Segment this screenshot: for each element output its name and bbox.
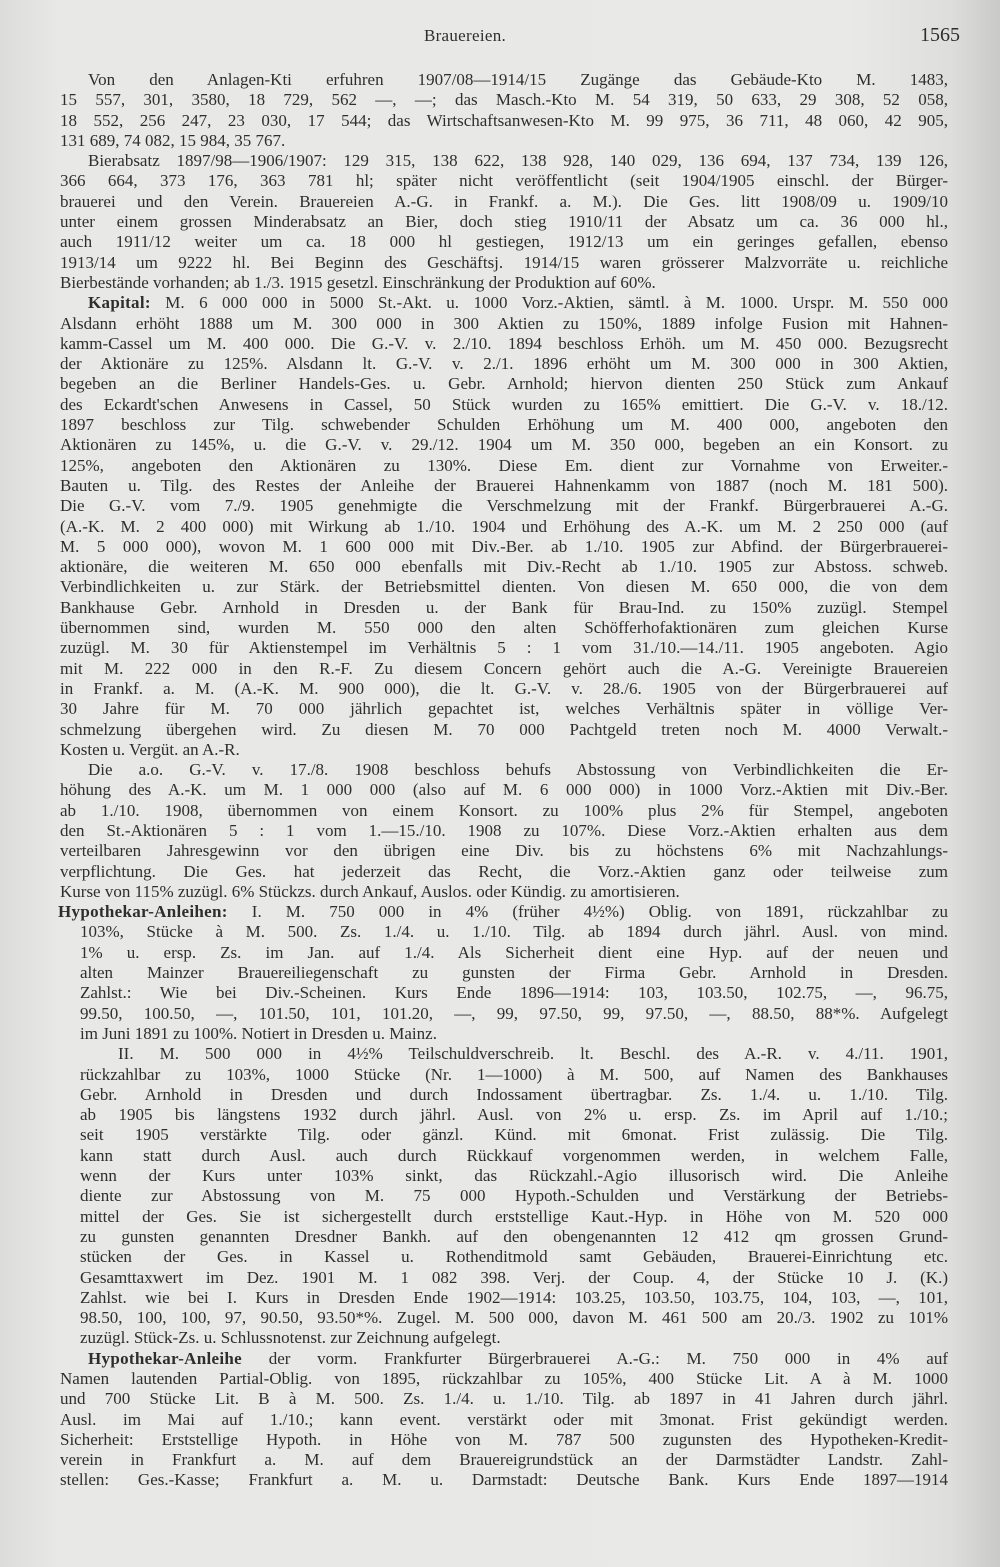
line-text: Verbindlichkeiten u. zur Stärk. der Betriebsmittel dienten. Von diesen M. 650 000, die von dem bbox=[60, 577, 948, 597]
line-text: mittel der Ges. Sie ist sichergestellt durch erststellige Kaut.-Hyp. in Höhe von M. 520 000 bbox=[80, 1206, 948, 1226]
line-text: 366 664, 373 176, 363 781 hl; später nicht veröffentlicht (seit 1904/1905 einschl. der Bürger- bbox=[60, 171, 948, 191]
line-text: Von den Anlagen-Kti erfuhren 1907/08—1914/15 Zugänge das Gebäude-Kto M. 1483, bbox=[88, 70, 948, 89]
text-line bbox=[80, 1288, 948, 1308]
text-line bbox=[88, 70, 948, 90]
text-line bbox=[60, 882, 948, 902]
text-line bbox=[80, 1268, 948, 1288]
line-text: zuzügl. Stück-Zs. u. Schlussnotenst. zur Zeichnung aufgelegt. bbox=[80, 1328, 501, 1348]
line-text: I. M. 750 000 in 4% (früher 4½%) Oblig. von 1891, rückzahlbar zu bbox=[227, 902, 948, 922]
text-line bbox=[60, 314, 948, 334]
line-text: 131 689, 74 082, 15 984, 35 767. bbox=[60, 130, 286, 150]
section-heading: Kapital: bbox=[88, 293, 151, 313]
line-text: Die a.o. G.-V. v. 17./8. 1908 beschloss behufs Abstossung von Verbindlichkeiten die Er- bbox=[88, 760, 948, 780]
line-text: Bankhause Gebr. Arnhold in Dresden u. der Bank für Brau-Ind. zu 150% zuzügl. Stempel bbox=[60, 597, 948, 617]
line-text: kann statt durch Ausl. auch durch Rückkauf vorgenommen werden, in welchem Falle, bbox=[80, 1145, 948, 1165]
line-text: II. M. 500 000 in 4½% Teilschuldverschreib. lt. Beschl. des A.-R. v. 4./11. 1901, bbox=[118, 1044, 948, 1064]
section-heading: Hypothekar-Anleihen: bbox=[58, 902, 228, 922]
text-line bbox=[60, 1410, 948, 1430]
text-line bbox=[60, 354, 948, 374]
text-line bbox=[60, 659, 948, 679]
text-line bbox=[60, 720, 948, 740]
text-line bbox=[60, 192, 948, 212]
line-text: mit M. 222 000 in den R.-F. Zu diesem Concern gehört auch die A.-G. Vereinigte Brauereien bbox=[60, 658, 948, 678]
text-line bbox=[60, 1369, 948, 1389]
page-number: 1565 bbox=[920, 24, 960, 46]
line-text: 1% u. ersp. Zs. im Jan. auf 1./4. Als Sicherheit dient eine Hyp. auf der neuen und bbox=[80, 942, 948, 962]
line-text: 99.50, 100.50, —, 101.50, 101, 101.20, —, 99, 97.50, 99, 97.50, —, 88.50, 88*%. Aufgelegt bbox=[80, 1003, 948, 1023]
text-line bbox=[60, 212, 948, 232]
text-line bbox=[60, 862, 948, 882]
line-text: 30 Jahre für M. 70 000 jährlich gepachtet ist, welches Verhältnis später in völlige Ver- bbox=[60, 699, 948, 719]
text-line bbox=[80, 1186, 948, 1206]
line-text: Bierbestände vorhanden; ab 1./3. 1915 gesetzl. Einschränkung der Produktion auf 60%. bbox=[60, 272, 656, 292]
text-line bbox=[88, 760, 948, 780]
line-text: Gesamttaxwert im Dez. 1901 M. 1 082 398. Verj. der Coup. 4, der Stücke 10 J. (K.) bbox=[80, 1267, 948, 1287]
text-line bbox=[60, 1470, 948, 1490]
text-line bbox=[60, 456, 948, 476]
line-text: zuzügl. M. 30 für Aktienstempel im Verhältnis 5 : 1 vom 31./10.—14./11. 1905 angeboten. Agio bbox=[60, 638, 948, 658]
text-line bbox=[60, 1430, 948, 1450]
line-text: 1897 beschloss zur Tilg. schwebender Schulden Erhöhung um M. 400 000, angeboten den bbox=[60, 415, 948, 435]
text-line bbox=[60, 232, 948, 252]
line-text: ab 1905 bis längstens 1932 durch jährl. Ausl. von 2% u. ersp. Zs. im April auf 1./10.; bbox=[80, 1105, 948, 1125]
paragraph-kapital bbox=[0, 293, 1000, 760]
line-text: der vorm. Frankfurter Bürgerbrauerei A.-G.: M. 750 000 in 4% auf bbox=[242, 1348, 948, 1368]
text-line bbox=[80, 1247, 948, 1267]
line-text: 18 552, 256 247, 23 030, 17 544; das Wirtschaftsanwesen-Kto M. 99 975, 36 711, 48 060, 42 905, bbox=[60, 110, 948, 130]
line-text: Zahlst.: Wie bei Div.-Scheinen. Kurs Ende 1896—1914: 103, 103.50, 102.75, —, 96.75, bbox=[80, 983, 948, 1003]
text-line bbox=[60, 618, 948, 638]
line-text: diente zur Abstossung von M. 75 000 Hypoth.-Schulden und Verstärkung der Betriebs- bbox=[80, 1186, 948, 1206]
line-text: übernommen sind, wurden M. 550 000 den alten Schöfferhofaktionären zum gleichen Kurse bbox=[60, 618, 948, 638]
line-text: wenn der Kurs unter 103% sinkt, das Rückzahl.-Agio illusorisch wird. Die Anleihe bbox=[80, 1166, 948, 1186]
body-text bbox=[0, 70, 1000, 1491]
text-line bbox=[80, 1328, 948, 1348]
section-heading: Hypothekar-Anleihe bbox=[88, 1348, 242, 1368]
line-text: Kurse von 115% zuzügl. 6% Stückzs. durch Ankauf, Auslos. oder Kündig. zu amortisieren. bbox=[60, 881, 680, 901]
text-line bbox=[60, 841, 948, 861]
text-line bbox=[80, 1024, 948, 1044]
paragraph-hypothekar-anleihe-ii bbox=[0, 1044, 1000, 1348]
line-text: im Juni 1891 zu 100%. Notiert in Dresden u. Mainz. bbox=[80, 1023, 437, 1043]
line-text: ab 1./10. 1908, übernommen von einem Konsort. zu 100% plus 2% für Stempel, angeboten bbox=[60, 800, 948, 820]
line-text: unter einem grossen Minderabsatz an Bier, doch stieg 1910/11 der Absatz um ca. 36 000 hl., bbox=[60, 212, 948, 232]
text-line bbox=[80, 943, 948, 963]
text-line bbox=[60, 1450, 948, 1470]
line-text: auch 1911/12 weiter um ca. 18 000 hl gestiegen, 1912/13 um ein geringes gefallen, ebenso bbox=[60, 232, 948, 252]
paragraph-anlagen bbox=[0, 70, 1000, 151]
line-text: Aktionären zu 145%, u. die G.-V. v. 29./12. 1904 um M. 350 000, begeben an ein Konsort. zu bbox=[60, 435, 948, 455]
text-line bbox=[60, 253, 948, 273]
text-line bbox=[118, 1044, 948, 1064]
running-title: Brauereien. bbox=[423, 26, 507, 45]
text-line bbox=[60, 1389, 948, 1409]
line-text: stücken der Ges. in Kassel u. Rothenditmold samt Gebäuden, Brauerei-Einrichtung etc. bbox=[80, 1247, 948, 1267]
line-text: Gebr. Arnhold in Dresden und durch Indossament übertragbar. Zs. 1./4. u. 1./10. Tilg. bbox=[80, 1084, 948, 1104]
text-line bbox=[60, 111, 948, 131]
line-text: alten Mainzer Brauereiliegenschaft zu gunsten der Firma Gebr. Arnhold in Dresden. bbox=[80, 963, 948, 983]
paragraph-hypothekar-anleihe-frankfurt bbox=[0, 1349, 1000, 1491]
line-text: Die G.-V. vom 7./9. 1905 genehmigte die Verschmelzung mit der Frankf. Bürgerbrauerei A.-G. bbox=[60, 496, 948, 516]
text-line bbox=[60, 171, 948, 191]
line-text: aktionäre, die weiteren M. 650 000 ebenfalls mit Div.-Recht ab 1./10. 1905 zur Abstoss. schweb. bbox=[60, 557, 948, 577]
text-line bbox=[88, 293, 948, 313]
line-text: seit 1905 verstärkte Tilg. oder gänzl. Künd. mit 6monat. Frist zulässig. Die Tilg. bbox=[80, 1125, 948, 1145]
line-text: brauerei und den Verein. Brauereien A.-G. in Frankf. a. M.). Die Ges. litt 1908/09 u. 1909/10 bbox=[60, 191, 948, 211]
text-line bbox=[60, 517, 948, 537]
paragraph-bierabsatz bbox=[0, 151, 1000, 293]
line-text: schmelzung übergehen wird. Zu diesen M. 70 000 Pachtgeld treten noch M. 4000 Verwalt.- bbox=[60, 719, 948, 739]
text-line bbox=[60, 131, 948, 151]
line-text: Bierabsatz 1897/98—1906/1907: 129 315, 138 622, 138 928, 140 029, 136 694, 137 734, 139 126, bbox=[88, 151, 948, 171]
line-text: 103%, Stücke à M. 500. Zs. 1./4. u. 1./10. Tilg. ab 1894 durch jährl. Ausl. von mind. bbox=[80, 922, 948, 942]
text-line bbox=[60, 537, 948, 557]
text-line bbox=[80, 1207, 948, 1227]
text-line bbox=[88, 151, 948, 171]
text-line bbox=[60, 557, 948, 577]
line-text: (A.-K. M. 2 400 000) mit Wirkung ab 1./10. 1904 und Erhöhung des A.-K. um M. 2 250 000 (auf bbox=[60, 516, 948, 536]
line-text: Bauten u. Tilg. des Restes der Anleihe der Brauerei Hahnenkamm von 1887 (noch M. 181 500). bbox=[60, 475, 948, 495]
line-text: stellen: Ges.-Kasse; Frankfurt a. M. u. Darmstadt: Deutsche Bank. Kurs Ende 1897—1914 bbox=[60, 1470, 948, 1490]
line-text: Alsdann erhöht 1888 um M. 300 000 in 300 Aktien zu 150%, 1889 infolge Fusion mit Hahnen- bbox=[60, 313, 948, 333]
text-line bbox=[60, 476, 948, 496]
text-line bbox=[80, 983, 948, 1003]
paragraph-vorzugsaktien bbox=[0, 760, 1000, 902]
text-line bbox=[80, 1065, 948, 1085]
text-line bbox=[60, 90, 948, 110]
text-line bbox=[60, 740, 948, 760]
line-text: M. 5 000 000), wovon M. 1 600 000 mit Div.-Ber. ab 1./10. 1905 zur Abfind. der Bürgerbrauerei- bbox=[60, 536, 948, 556]
text-line bbox=[60, 638, 948, 658]
line-text: kamm-Cassel um M. 400 000. Die G.-V. v. 2./10. 1894 beschloss Erhöh. um M. 450 000. Bezugsrecht bbox=[60, 333, 948, 353]
line-text: höhung des A.-K. um M. 1 000 000 (also auf M. 6 000 000) in 1000 Vorz.-Aktien mit Div.-Ber. bbox=[60, 780, 948, 800]
line-text: Namen lautenden Partial-Oblig. von 1895, rückzahlbar zu 105%, 400 Stücke Lit. A à M. 1000 bbox=[60, 1369, 948, 1388]
line-text: des Eckardt'schen Anwesens in Cassel, 50 Stück wurden zu 165% emittiert. Die G.-V. v. 18./12. bbox=[60, 394, 948, 414]
line-text: begeben an die Berliner Handels-Ges. u. Gebr. Arnhold; hiervon dienten 250 Stück zum Ankauf bbox=[60, 374, 948, 394]
text-line bbox=[60, 801, 948, 821]
text-line bbox=[60, 699, 948, 719]
line-text: verein in Frankfurt a. M. auf dem Brauereigrundstück an der Darmstädter Landstr. Zahl- bbox=[60, 1450, 948, 1470]
text-line bbox=[60, 395, 948, 415]
text-line bbox=[80, 1166, 948, 1186]
line-text: der Aktionäre zu 125%. Alsdann lt. G.-V. v. 2./1. 1896 erhöht um M. 300 000 in 300 Aktien, bbox=[60, 354, 948, 374]
text-line bbox=[80, 1125, 948, 1145]
text-line bbox=[60, 679, 948, 699]
line-text: M. 6 000 000 in 5000 St.-Akt. u. 1000 Vorz.-Aktien, sämtl. à M. 1000. Urspr. M. 550 000 bbox=[150, 293, 948, 313]
line-text: in Frankf. a. M. (A.-K. M. 900 000), die lt. G.-V. v. 28./6. 1905 von der Bürgerbrauerei auf bbox=[60, 678, 948, 698]
text-line bbox=[80, 1308, 948, 1328]
line-text: Ausl. im Mai auf 1./10.; kann event. verstärkt oder mit 3monat. Frist gekündigt werden. bbox=[60, 1409, 948, 1429]
line-text: zu gunsten genannten Dresdner Bankh. auf den obengenannten 12 412 qm grossen Grund- bbox=[80, 1226, 948, 1246]
line-text: Kosten u. Vergüt. an A.-R. bbox=[60, 739, 240, 759]
paragraph-hypothekar-anleihe-i bbox=[0, 902, 1000, 1044]
text-line bbox=[80, 1227, 948, 1247]
text-line bbox=[58, 902, 948, 922]
text-line bbox=[60, 780, 948, 800]
text-line bbox=[88, 1349, 948, 1369]
text-line bbox=[60, 496, 948, 516]
line-text: und 700 Stücke Lit. B à M. 500. Zs. 1./4. u. 1./10. Tilg. ab 1897 in 41 Jahren durch jährl. bbox=[60, 1389, 948, 1409]
text-line bbox=[80, 1146, 948, 1166]
text-line bbox=[80, 922, 948, 942]
line-text: verteilbaren Jahresgewinn vor den übrigen eine Div. bis zu höchstens 6% mit Nachzahlungs- bbox=[60, 841, 948, 861]
text-line bbox=[60, 821, 948, 841]
text-line bbox=[80, 1085, 948, 1105]
text-line bbox=[60, 415, 948, 435]
line-text: Sicherheit: Erststellige Hypoth. in Höhe von M. 787 500 zugunsten des Hypotheken-Kredit- bbox=[60, 1429, 948, 1449]
text-line bbox=[60, 435, 948, 455]
text-line bbox=[60, 577, 948, 597]
text-line bbox=[80, 963, 948, 983]
text-line bbox=[80, 1105, 948, 1125]
text-line bbox=[60, 598, 948, 618]
line-text: Zahlst. wie bei I. Kurs in Dresden Ende 1902—1914: 103.25, 103.50, 103.75, 104, 103, —, 101, bbox=[80, 1287, 948, 1307]
line-text: 98.50, 100, 100, 97, 90.50, 93.50*%. Zugel. M. 500 000, davon M. 461 500 am 20./3. 1902 zu 101% bbox=[80, 1308, 948, 1328]
line-text: 15 557, 301, 3580, 18 729, 562 —, —; das Masch.-Kto M. 54 319, 50 633, 29 308, 52 058, bbox=[60, 90, 948, 110]
text-line bbox=[60, 273, 948, 293]
line-text: den St.-Aktionären 5 : 1 vom 1.—15./10. 1908 zu 107%. Diese Vorz.-Aktien erhalten aus dem bbox=[60, 820, 948, 840]
text-line bbox=[60, 374, 948, 394]
line-text: rückzahlbar zu 103%, 1000 Stücke (Nr. 1—1000) à M. 500, auf Namen des Bankhauses bbox=[80, 1064, 948, 1084]
line-text: verpflichtung. Die Ges. hat jederzeit das Recht, die Vorz.-Aktien ganz oder teilweise zum bbox=[60, 861, 948, 881]
text-line bbox=[80, 1004, 948, 1024]
line-text: 1913/14 um 9222 hl. Bei Beginn des Geschäftsj. 1914/15 waren grösserer Malzvorräte u. reichliche bbox=[60, 252, 948, 272]
text-line bbox=[60, 334, 948, 354]
line-text: 125%, angeboten den Aktionären zu 130%. Diese Em. dient zur Vornahme von Erweiter.- bbox=[60, 455, 948, 475]
